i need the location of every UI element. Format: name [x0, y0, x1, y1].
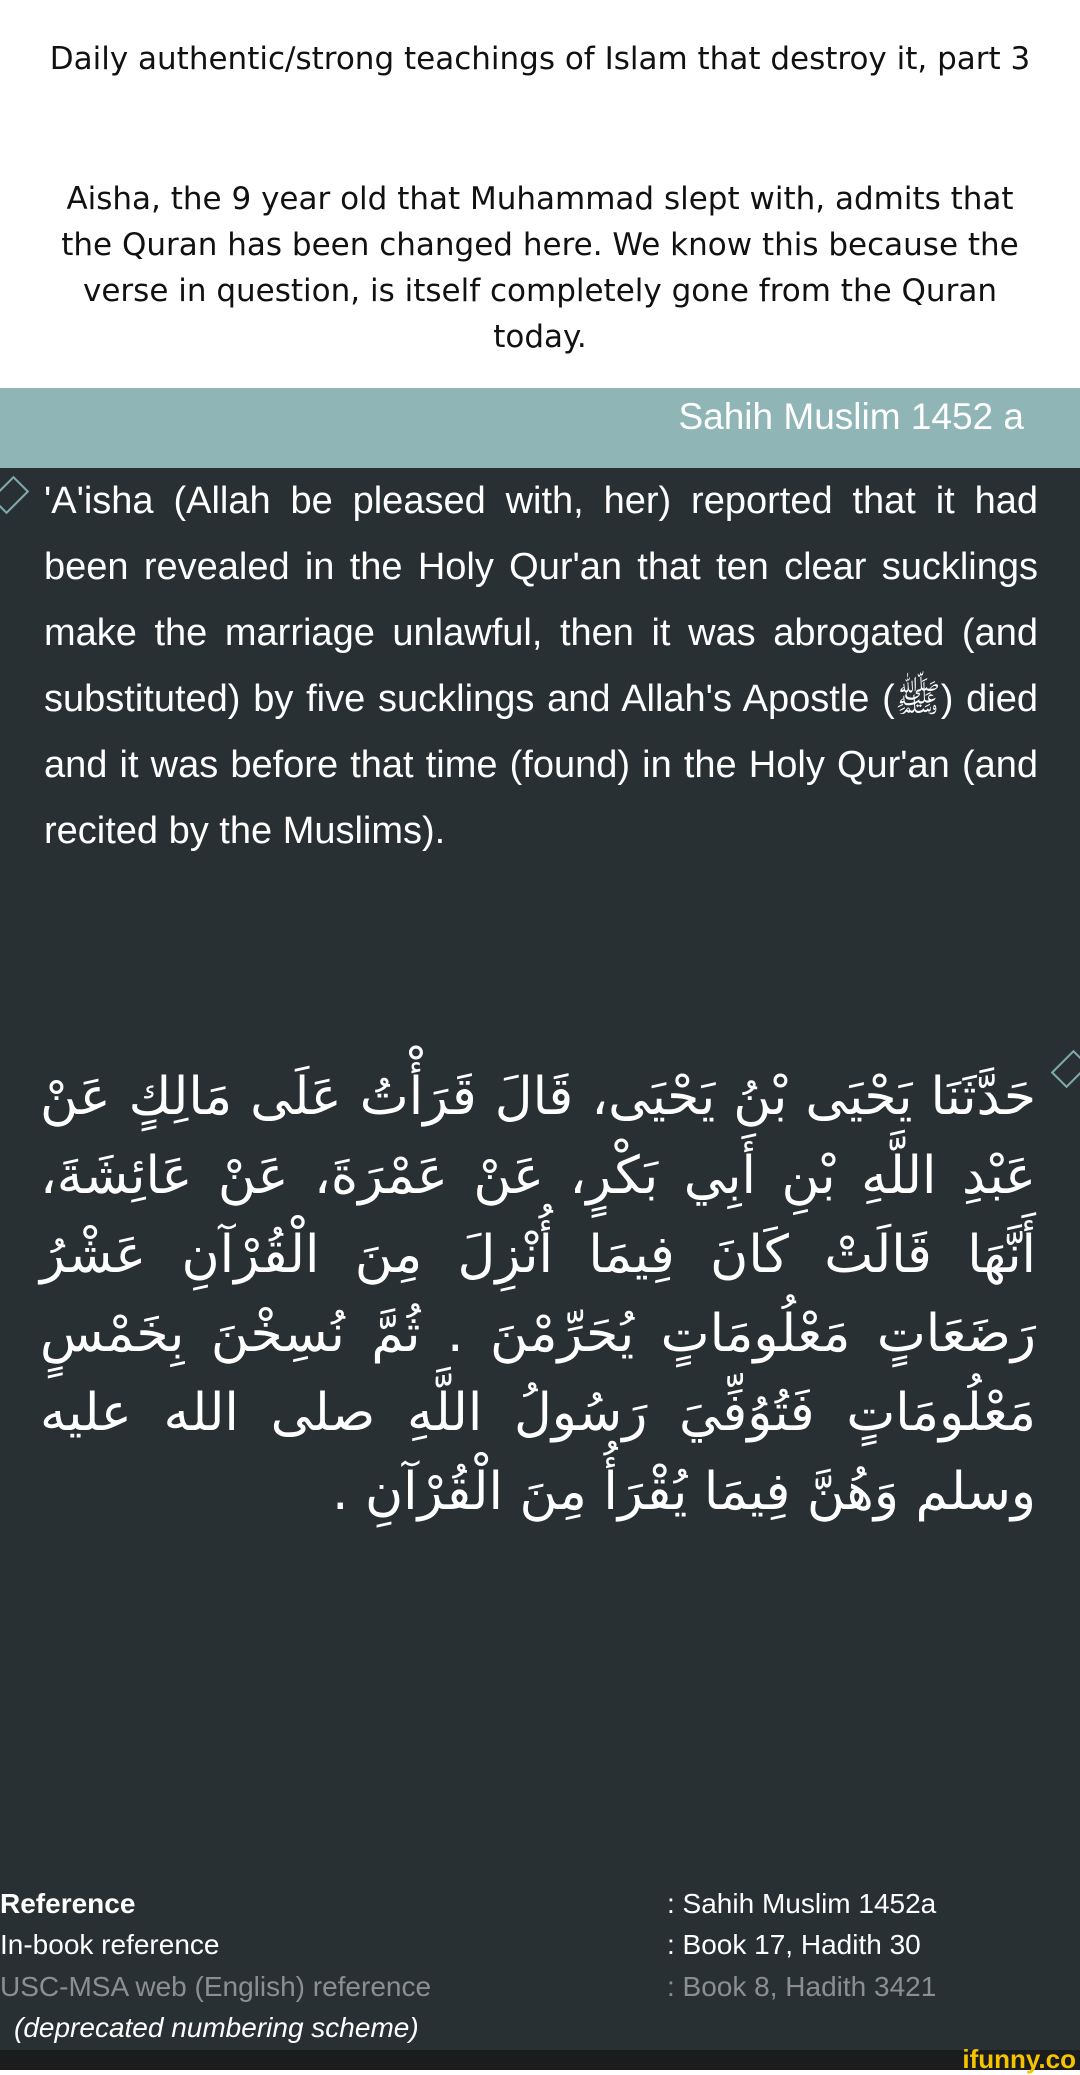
caption-title: Daily authentic/strong teachings of Islam that destroy it, part 3 [49, 41, 1031, 77]
inbook-reference-row [0, 1929, 1080, 1969]
reference-value[interactable]: : Sahih Muslim 1452a [667, 1888, 937, 1919]
deprecated-note: (deprecated numbering scheme) [14, 2012, 419, 2043]
hadith-header-band [0, 388, 1080, 468]
hadith-arabic-text: حَدَّثَنَا يَحْيَى بْنُ يَحْيَى، قَالَ قَرَأْتُ عَلَى مَالِكٍ عَنْ عَبْدِ اللَّهِ بْنِ أَبِي بَكْرٍ، عَنْ عَمْرَةَ، عَنْ عَائِشَةَ، أَنَّهَا قَالَتْ كَانَ فِيمَا أُنْزِلَ مِنَ الْقُرْآنِ عَشْرُ رَضَعَاتٍ مَعْلُومَاتٍ يُحَرِّمْنَ . ثُمَّ نُسِخْنَ بِخَمْسٍ مَعْلُومَاتٍ فَتُوُفِّيَ رَسُولُ اللَّهِ صلى الله عليه وسلم وَهُنَّ فِيمَا يُقْرَأُ مِنَ الْقُرْآنِ . [40, 1067, 1036, 1522]
inbook-reference-label: In-book reference [0, 1929, 220, 1960]
hadith-panel [0, 468, 1080, 2050]
caption-paragraph: Aisha, the 9 year old that Muhammad slept with, admits that the Quran has been changed here. We know this because the verse in question, is itself completely gone from the Quran today. [61, 181, 1019, 355]
deprecated-note-row [0, 2012, 1080, 2052]
watermark-bar [0, 2044, 1080, 2074]
hadith-english-text: 'A'isha (Allah be pleased with, her) reported that it had been revealed in the Holy Qur'an that ten clear sucklings make the marriage unlawful, then it was abrogated (and substituted) by five sucklings and Allah's Apostle (ﷺ) died and it was before that time (found) in the Holy Qur'an (and recited by the Muslims). [44, 480, 1038, 852]
caption [0, 0, 1080, 388]
uscmsa-reference-row [0, 1971, 1080, 2011]
reference-row [0, 1888, 1080, 1928]
uscmsa-reference-value: : Book 8, Hadith 3421 [667, 1971, 937, 2002]
ifunny-watermark: ifunny.co [962, 2044, 1076, 2074]
inbook-reference-value: : Book 17, Hadith 30 [667, 1929, 921, 1960]
ornament-icon [0, 476, 29, 515]
uscmsa-reference-label: USC-MSA web (English) reference [0, 1971, 432, 2002]
reference-label: Reference [0, 1888, 136, 1919]
ornament-icon [1051, 1050, 1080, 1089]
hadith-number: Sahih Muslim 1452 a [678, 396, 1024, 437]
